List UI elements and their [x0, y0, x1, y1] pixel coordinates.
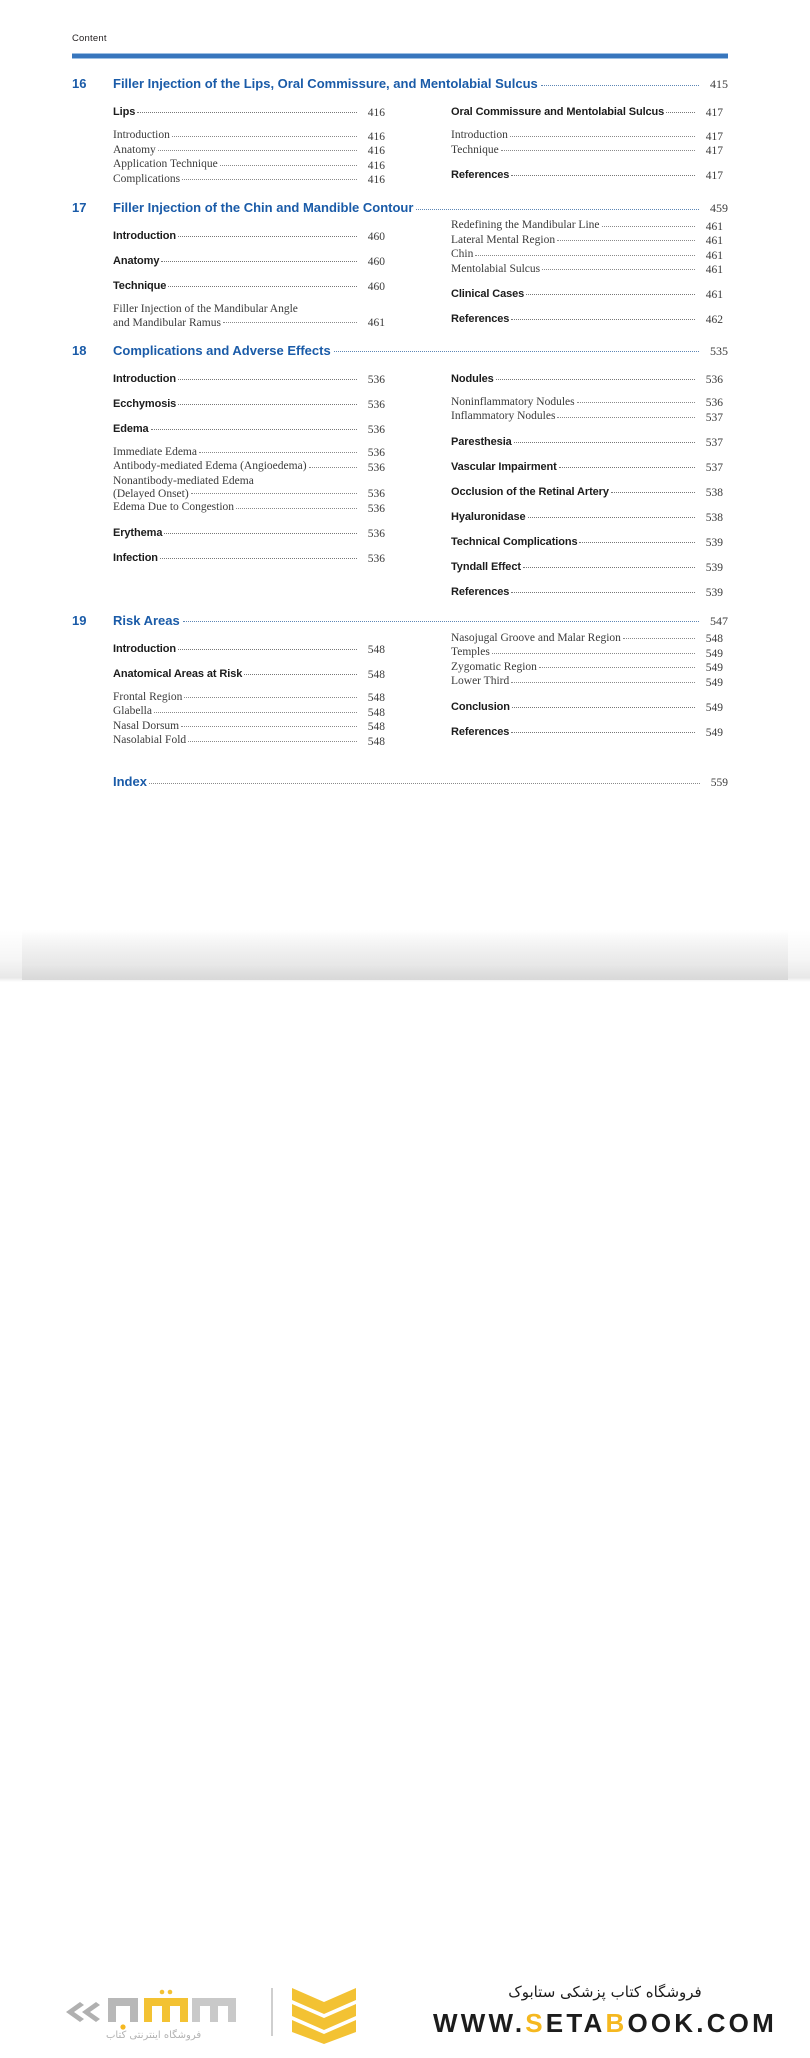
- toc-entry-page: 536: [367, 423, 385, 436]
- toc-entry-page: 460: [367, 231, 385, 243]
- toc-entry-label: Infection: [113, 551, 158, 564]
- toc-entry-label: Redefining the Mandibular Line: [451, 219, 600, 231]
- toc-entry-page: 537: [705, 411, 723, 424]
- toc-entry-page: 537: [705, 461, 723, 474]
- toc-entry-label: Technical Complications: [451, 535, 578, 548]
- toc-entry-page: 536: [367, 447, 385, 459]
- chapter-number: 19: [72, 612, 87, 628]
- toc-entry[interactable]: [113, 157, 385, 172]
- toc-entry-label: Technique: [451, 143, 499, 156]
- toc-entry[interactable]: [113, 372, 385, 386]
- toc-leader-dots: [542, 269, 695, 270]
- toc-entry-page: 461: [705, 235, 723, 247]
- toc-entry-label: Frontal Region: [113, 690, 183, 703]
- toc-entry-page: 460: [367, 281, 385, 293]
- site-tagline-fa: فروشگاه کتاب پزشکی ستابوک: [508, 1983, 702, 2001]
- toc-chapter: [0, 613, 810, 748]
- toc-entry[interactable]: [451, 409, 723, 424]
- toc-entry-page: 549: [705, 701, 723, 714]
- toc-entry-page: 539: [705, 561, 723, 574]
- toc-entry[interactable]: [113, 642, 385, 656]
- toc-entry-label: Lips: [113, 106, 136, 118]
- toc-leader-dots: [151, 429, 357, 430]
- toc-leader-dots: [178, 236, 357, 237]
- setabook-wordmark-icon: [58, 1982, 258, 2034]
- chapter-heading[interactable]: [0, 200, 810, 216]
- toc-leader-dots: [164, 533, 357, 534]
- chapter-leader-dots: [183, 621, 699, 622]
- toc-entry-label: Nasojugal Groove and Malar Region: [451, 631, 621, 644]
- chapter-page-number: 535: [710, 343, 728, 358]
- toc-entry[interactable]: [113, 143, 385, 158]
- toc-entry-label: Glabella: [113, 705, 152, 717]
- url-accent-letter: S: [525, 2008, 546, 2038]
- toc-leader-dots: [511, 175, 695, 176]
- toc-entry-label: Edema: [113, 422, 149, 435]
- toc-entry[interactable]: [113, 733, 385, 748]
- toc-entry[interactable]: [113, 667, 385, 681]
- toc-leader-dots: [611, 492, 695, 493]
- chapter-page-number: 415: [710, 77, 728, 91]
- toc-leader-dots: [557, 240, 695, 241]
- toc-leader-dots: [577, 402, 695, 403]
- toc-entry[interactable]: [451, 460, 723, 474]
- toc-leader-dots: [514, 442, 695, 443]
- chapter-page-number: 547: [710, 613, 728, 628]
- chapter-leader-dots: [334, 351, 699, 352]
- toc-entry-page: 548: [367, 721, 385, 733]
- toc-entry[interactable]: [113, 254, 385, 268]
- toc-entry-page: 536: [367, 488, 385, 500]
- url-segment: WWW.: [433, 2008, 526, 2038]
- chapter-heading[interactable]: [0, 343, 810, 359]
- toc-entry[interactable]: [451, 560, 723, 574]
- toc-entry-label: Introduction: [113, 642, 176, 655]
- toc-entry-page: 548: [367, 643, 385, 656]
- toc-entry[interactable]: [451, 725, 723, 739]
- toc-entry-page: 536: [367, 398, 385, 411]
- toc-entry-page: 416: [367, 159, 385, 172]
- toc-entry[interactable]: [451, 233, 723, 248]
- toc-entry[interactable]: [113, 128, 385, 143]
- chapter-columns: [0, 94, 810, 186]
- toc-entry[interactable]: [451, 143, 723, 158]
- toc-entry[interactable]: [451, 128, 723, 143]
- toc-entry-label: Vascular Impairment: [451, 460, 557, 473]
- toc-entry-label: Antibody-mediated Edema (Angioedema): [113, 460, 307, 472]
- logo-divider: [271, 1988, 273, 2036]
- chapter-heading[interactable]: [0, 76, 810, 92]
- chapter-columns: [0, 361, 810, 599]
- toc-entry-label: Hyaluronidase: [451, 510, 526, 523]
- toc-leader-dots: [137, 112, 357, 113]
- toc-entry-label: Erythema: [113, 526, 163, 539]
- toc-entry-page: 416: [367, 130, 385, 143]
- toc-leader-dots: [244, 674, 357, 675]
- toc-entry-page: 539: [705, 586, 723, 599]
- toc-entry-page: 461: [705, 249, 723, 262]
- toc-chapter: [0, 76, 810, 186]
- toc-entry[interactable]: [451, 435, 723, 449]
- toc-entry[interactable]: [113, 704, 385, 719]
- toc-entry-page: 536: [367, 373, 385, 386]
- toc-entry-page: 536: [705, 397, 723, 409]
- toc-leader-dots: [220, 165, 357, 166]
- toc-entry-label: References: [451, 725, 510, 738]
- toc-entry-page: 548: [367, 668, 385, 681]
- toc-entry-page: 549: [705, 726, 723, 739]
- toc-entry[interactable]: [113, 229, 385, 243]
- url-accent-letter: B: [605, 2008, 628, 2038]
- toc-leader-dots: [602, 226, 695, 227]
- chevron-stack-icon: [290, 1986, 358, 2044]
- toc-entry-page: 549: [705, 676, 723, 689]
- toc-entry-page: 548: [367, 706, 385, 719]
- toc-entry-page: 536: [367, 552, 385, 565]
- toc-leader-dots: [172, 136, 357, 137]
- toc-entry[interactable]: [113, 172, 385, 187]
- toc-leader-dots: [512, 707, 695, 708]
- toc-column-left: [113, 361, 385, 599]
- toc-leader-dots: [528, 517, 695, 518]
- toc-entry[interactable]: [113, 459, 385, 474]
- toc-entry-page: 461: [705, 220, 723, 233]
- toc-column-left: [113, 631, 385, 748]
- toc-leader-dots: [223, 322, 357, 323]
- toc-entry-page: 417: [705, 107, 723, 119]
- toc-entry-label: Technique: [113, 280, 167, 292]
- toc-leader-dots: [199, 452, 357, 453]
- chapter-leader-dots: [541, 85, 699, 86]
- toc-entry-label: Lower Third: [451, 675, 510, 687]
- toc-leader-dots: [154, 712, 357, 713]
- toc-entry[interactable]: [113, 422, 385, 436]
- chapter-columns: [0, 218, 810, 329]
- table-of-contents: [0, 62, 810, 789]
- toc-leader-dots: [539, 667, 695, 668]
- toc-leader-dots: [475, 255, 695, 256]
- toc-entry-page: 536: [367, 502, 385, 515]
- toc-entry[interactable]: [451, 585, 723, 599]
- toc-leader-dots: [623, 638, 695, 639]
- chapter-title: Risk Areas: [113, 612, 180, 628]
- toc-entry-label: Occlusion of the Retinal Artery: [451, 485, 609, 498]
- toc-entry[interactable]: [113, 526, 385, 540]
- site-url[interactable]: [420, 2008, 790, 2039]
- toc-column-left: [113, 94, 385, 186]
- toc-entry-page: 548: [367, 692, 385, 704]
- toc-leader-dots: [178, 379, 357, 380]
- toc-leader-dots: [168, 286, 357, 287]
- toc-entry[interactable]: [113, 302, 385, 329]
- toc-entry[interactable]: [451, 372, 723, 386]
- toc-entry-page: 462: [705, 314, 723, 326]
- url-segment: OOK.COM: [627, 2008, 777, 2038]
- toc-entry-label: References: [451, 313, 510, 325]
- toc-entry-label: Anatomical Areas at Risk: [113, 667, 243, 680]
- toc-leader-dots: [501, 150, 695, 151]
- toc-leader-dots: [188, 741, 357, 742]
- toc-entry-page: 537: [705, 436, 723, 449]
- index-entry[interactable]: [0, 774, 810, 789]
- toc-entry[interactable]: [451, 510, 723, 524]
- toc-entry[interactable]: [451, 168, 723, 182]
- toc-entry-label-cont: and Mandibular Ramus: [113, 316, 221, 329]
- toc-entry-page: 539: [705, 536, 723, 549]
- chapter-title: Complications and Adverse Effects: [113, 342, 331, 358]
- toc-entry-label: Anatomy: [113, 143, 156, 156]
- toc-entry-page: 416: [367, 174, 385, 186]
- toc-leader-dots: [559, 467, 695, 468]
- toc-column-right: [451, 361, 723, 599]
- index-leader-dots: [149, 783, 700, 784]
- toc-entry-label: Nasolabial Fold: [113, 734, 187, 746]
- toc-entry-label: References: [451, 169, 510, 181]
- toc-entry-label: Noninflammatory Nodules: [451, 395, 575, 408]
- toc-entry[interactable]: [113, 500, 385, 515]
- toc-entry-label: References: [451, 585, 510, 598]
- toc-leader-dots: [511, 732, 695, 733]
- toc-entry-page: 549: [705, 647, 723, 660]
- toc-entry[interactable]: [451, 645, 723, 660]
- toc-entry-page: 461: [705, 289, 723, 301]
- toc-leader-dots: [492, 653, 695, 654]
- toc-leader-dots: [178, 649, 357, 650]
- toc-entry[interactable]: [451, 485, 723, 499]
- toc-entry-page: 461: [705, 264, 723, 276]
- toc-entry-label: Conclusion: [451, 700, 510, 713]
- toc-entry-label: Mentolabial Sulcus: [451, 262, 541, 275]
- toc-entry-page: 460: [367, 256, 385, 268]
- toc-leader-dots: [184, 697, 357, 698]
- toc-leader-dots: [178, 404, 357, 405]
- toc-entry-label: Introduction: [113, 372, 176, 385]
- toc-entry-page: 417: [705, 170, 723, 182]
- toc-entry[interactable]: [113, 105, 385, 119]
- toc-leader-dots: [511, 592, 695, 593]
- running-head: Content: [72, 33, 107, 44]
- toc-column-right: [451, 218, 723, 329]
- toc-entry-label: Anatomy: [113, 255, 160, 267]
- toc-entry-page: 548: [705, 633, 723, 645]
- toc-entry-page: 536: [367, 527, 385, 540]
- toc-entry[interactable]: [451, 674, 723, 689]
- toc-entry[interactable]: [451, 247, 723, 262]
- index-page-number: 559: [710, 776, 728, 789]
- toc-leader-dots: [510, 136, 695, 137]
- toc-entry-page: 536: [367, 461, 385, 474]
- toc-leader-dots: [191, 493, 357, 494]
- toc-entry-label: Complications: [113, 172, 181, 185]
- toc-entry-label: Immediate Edema: [113, 445, 197, 458]
- toc-entry-label: Lateral Mental Region: [451, 233, 556, 246]
- toc-entry[interactable]: [113, 551, 385, 565]
- toc-entry[interactable]: [451, 105, 723, 119]
- toc-leader-dots: [511, 319, 695, 320]
- toc-entry-label: Introduction: [451, 129, 508, 141]
- toc-column-right: [451, 94, 723, 186]
- page-edge-shadow-inner: [22, 930, 788, 980]
- toc-entry[interactable]: [451, 631, 723, 646]
- toc-leader-dots: [579, 542, 695, 543]
- chapter-heading[interactable]: [0, 613, 810, 629]
- toc-entry-page: 417: [705, 130, 723, 143]
- toc-entry[interactable]: [451, 218, 723, 233]
- toc-entry-page: 538: [705, 486, 723, 499]
- toc-entry[interactable]: [113, 445, 385, 460]
- toc-leader-dots: [511, 682, 695, 683]
- toc-leader-dots: [557, 417, 695, 418]
- toc-entry-page: 416: [367, 107, 385, 119]
- toc-entry-label: Introduction: [113, 129, 170, 141]
- toc-entry-label: Nonantibody-mediated Edema: [113, 474, 254, 487]
- toc-entry-page: 538: [705, 511, 723, 524]
- toc-entry[interactable]: [451, 312, 723, 326]
- toc-leader-dots: [666, 112, 695, 113]
- logo-subtitle: فروشگاه اینترنتی کتاب: [106, 2030, 202, 2041]
- toc-leader-dots: [181, 726, 357, 727]
- toc-leader-dots: [160, 558, 357, 559]
- toc-entry-page: 416: [367, 145, 385, 157]
- toc-entry-page: 461: [367, 316, 385, 329]
- toc-entry[interactable]: [451, 700, 723, 714]
- toc-entry-label: Nodules: [451, 372, 494, 385]
- toc-entry-label: Nasal Dorsum: [113, 719, 180, 732]
- toc-entry-label: Chin: [451, 248, 474, 260]
- toc-column-left: [113, 218, 385, 329]
- toc-entry-label: Clinical Cases: [451, 288, 525, 300]
- toc-leader-dots: [236, 508, 357, 509]
- toc-leader-dots: [158, 150, 357, 151]
- setabook-logo: [58, 1982, 338, 2058]
- chapter-number: 18: [72, 342, 87, 358]
- chapter-page-number: 459: [710, 201, 728, 215]
- toc-entry-page: 549: [705, 662, 723, 674]
- toc-entry-label: Inflammatory Nodules: [451, 410, 556, 422]
- toc-entry-page: 417: [705, 145, 723, 157]
- toc-leader-dots: [309, 467, 357, 468]
- toc-chapter: [0, 343, 810, 599]
- toc-entry-label: Paresthesia: [451, 435, 512, 448]
- toc-entry-label: Introduction: [113, 230, 176, 242]
- toc-entry-label-cont: (Delayed Onset): [113, 488, 189, 500]
- toc-entry-label: Oral Commissure and Mentolabial Sulcus: [451, 106, 665, 118]
- chapter-number: 16: [72, 76, 87, 91]
- watermark-bar: [0, 982, 810, 2041]
- toc-entry-label: Zygomatic Region: [451, 660, 537, 673]
- toc-entry[interactable]: [451, 395, 723, 410]
- toc-entry-label: Filler Injection of the Mandibular Angle: [113, 303, 298, 315]
- chapter-columns: [0, 631, 810, 748]
- toc-leader-dots: [526, 294, 695, 295]
- toc-entry[interactable]: [113, 279, 385, 293]
- toc-leader-dots: [182, 179, 357, 180]
- toc-entry[interactable]: [451, 535, 723, 549]
- toc-entry-label: Tyndall Effect: [451, 560, 521, 573]
- chapter-number: 17: [72, 200, 87, 215]
- toc-entry-label: Temples: [451, 646, 490, 658]
- url-segment: ETA: [545, 2008, 606, 2038]
- chapter-title: Filler Injection of the Lips, Oral Commissure, and Mentolabial Sulcus: [113, 76, 538, 91]
- toc-entry[interactable]: [113, 397, 385, 411]
- toc-leader-dots: [496, 379, 695, 380]
- toc-chapter: [0, 200, 810, 329]
- toc-column-right: [451, 631, 723, 748]
- toc-entry[interactable]: [113, 474, 385, 501]
- header-rule: [72, 53, 728, 59]
- site-branding: [420, 1980, 790, 2039]
- toc-entry[interactable]: [451, 660, 723, 675]
- toc-entry[interactable]: [451, 287, 723, 301]
- toc-leader-dots: [523, 567, 695, 568]
- toc-leader-dots: [161, 261, 357, 262]
- toc-entry[interactable]: [451, 262, 723, 277]
- toc-entry-page: 536: [705, 373, 723, 386]
- chapter-title: Filler Injection of the Chin and Mandible Contour: [113, 200, 414, 215]
- chapter-leader-dots: [416, 209, 699, 210]
- toc-entry[interactable]: [113, 690, 385, 705]
- toc-entry[interactable]: [113, 719, 385, 734]
- toc-entry-page: 548: [367, 735, 385, 748]
- toc-entry-label: Application Technique: [113, 158, 218, 170]
- toc-entry-label: Edema Due to Congestion: [113, 501, 235, 513]
- index-label: Index: [113, 773, 147, 789]
- toc-entry-label: Ecchymosis: [113, 397, 177, 410]
